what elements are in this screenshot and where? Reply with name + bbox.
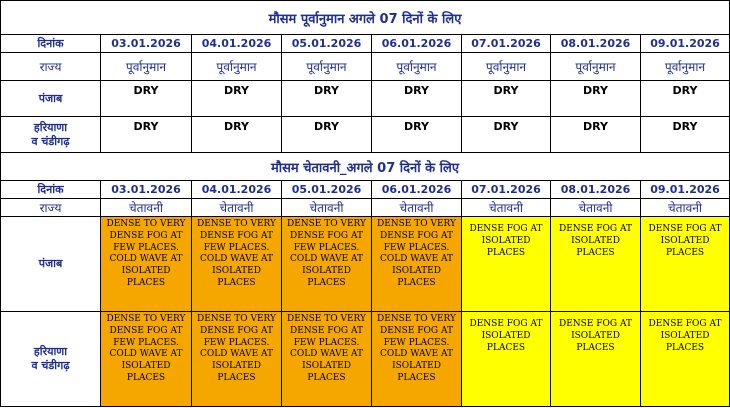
forecast-title-row	[1, 1, 730, 35]
date-cell: 04.01.2026	[192, 181, 282, 199]
warning-column-label: चेतावनी	[372, 199, 462, 217]
forecast-value: DRY	[372, 117, 462, 153]
warning-row	[1, 312, 730, 407]
warning-text-line: DENSE TO VERY	[286, 219, 366, 229]
warning-text-line: DENSE TO VERY	[196, 219, 276, 229]
warning-state-header-row	[1, 199, 730, 217]
forecast-value: DRY	[551, 117, 641, 153]
warning-text-line: DENSE TO VERY	[376, 314, 456, 324]
warning-text-line: DENSE FOG AT	[290, 230, 363, 241]
state-name	[1, 217, 101, 312]
warning-text-line: DENSE TO VERY	[106, 219, 186, 229]
warning-text-line: ISOLATED	[660, 235, 710, 246]
state-name	[1, 81, 101, 117]
date-cell: 06.01.2026	[372, 35, 462, 53]
warning-text-line: DENSE FOG AT	[648, 224, 722, 234]
warning-text-line: COLD WAVE AT	[109, 349, 183, 360]
date-label: दिनांक	[1, 181, 101, 199]
warning-text-line: PLACES	[126, 277, 166, 288]
warning-text-line: PLACES	[486, 342, 526, 353]
date-cell: 06.01.2026	[372, 181, 462, 199]
warning-cell	[192, 217, 282, 312]
warning-text-line: DENSE FOG AT	[469, 319, 543, 329]
date-cell: 05.01.2026	[282, 35, 372, 53]
warning-text-line: COLD WAVE AT	[109, 254, 183, 265]
forecast-value: DRY	[462, 81, 551, 117]
warning-column-label: चेतावनी	[641, 199, 730, 217]
warning-cell	[462, 217, 551, 312]
warning-text-line: COLD WAVE AT	[289, 254, 364, 265]
state-label: राज्य	[1, 53, 101, 81]
date-cell: 04.01.2026	[192, 35, 282, 53]
warning-cell	[551, 217, 641, 312]
warning-title-row	[1, 153, 730, 181]
warning-cell	[641, 217, 730, 312]
state-name-line: व चंडीगढ़	[31, 134, 70, 148]
warning-text-line: DENSE TO VERY	[106, 314, 186, 324]
forecast-value: DRY	[101, 81, 192, 117]
date-cell: 07.01.2026	[462, 35, 551, 53]
warning-cell	[641, 312, 730, 407]
warning-text-line: FEW PLACES.	[293, 242, 360, 253]
warning-text-line: PLACES	[307, 277, 346, 288]
warning-text-line: ISOLATED	[212, 266, 261, 277]
warning-cell	[282, 217, 372, 312]
forecast-column-label: पूर्वानुमान	[551, 53, 641, 81]
warning-text-line: COLD WAVE AT	[379, 349, 454, 360]
warning-text-line: FEW PLACES.	[113, 242, 179, 253]
warning-text-line: DENSE FOG AT	[559, 319, 632, 329]
warning-text-line: ISOLATED	[121, 266, 171, 277]
warning-column-label: चेतावनी	[462, 199, 551, 217]
state-name-line: हरियाणा	[33, 345, 68, 358]
forecast-row	[1, 81, 730, 117]
warning-text-line: PLACES	[217, 372, 256, 383]
warning-text-line: DENSE FOG AT	[559, 224, 632, 234]
forecast-column-label: पूर्वानुमान	[372, 53, 462, 81]
state-name	[1, 312, 101, 407]
warning-cell	[551, 312, 641, 407]
warning-cell	[101, 217, 192, 312]
forecast-title: मौसम पूर्वानुमान अगले 07 दिनों के लिए	[1, 1, 730, 35]
forecast-value: DRY	[192, 117, 282, 153]
warning-text-line: ISOLATED	[571, 330, 620, 341]
date-cell: 08.01.2026	[551, 181, 641, 199]
warning-text-line: PLACES	[307, 372, 346, 383]
warning-text-line: COLD WAVE AT	[379, 254, 454, 265]
warning-text-line: DENSE FOG AT	[200, 325, 273, 336]
warning-text-line: PLACES	[665, 247, 705, 258]
forecast-column-label: पूर्वानुमान	[192, 53, 282, 81]
forecast-date-row	[1, 35, 730, 53]
warning-column-label: चेतावनी	[551, 199, 641, 217]
warning-text-line: PLACES	[126, 372, 166, 383]
warning-date-row	[1, 181, 730, 199]
forecast-value: DRY	[641, 81, 730, 117]
warning-text-line: COLD WAVE AT	[199, 349, 274, 360]
forecast-value: DRY	[101, 117, 192, 153]
warning-text-line: ISOLATED	[571, 235, 620, 246]
warning-text-line: FEW PLACES.	[113, 337, 179, 348]
warning-cell	[282, 312, 372, 407]
warning-cell	[192, 312, 282, 407]
state-label: राज्य	[1, 199, 101, 217]
forecast-state-header-row	[1, 53, 730, 81]
warning-text-line: DENSE FOG AT	[469, 224, 543, 234]
state-name-line: पंजाब	[38, 91, 63, 105]
forecast-column-label: पूर्वानुमान	[641, 53, 730, 81]
warning-text-line: FEW PLACES.	[203, 337, 270, 348]
date-label: दिनांक	[1, 35, 101, 53]
warning-text-line: ISOLATED	[481, 330, 531, 341]
warning-text-line: DENSE TO VERY	[376, 219, 456, 229]
date-cell: 03.01.2026	[101, 35, 192, 53]
forecast-value: DRY	[372, 81, 462, 117]
warning-text-line: DENSE FOG AT	[109, 230, 183, 241]
warning-text-line: FEW PLACES.	[383, 337, 450, 348]
warning-text-line: DENSE FOG AT	[109, 325, 183, 336]
warning-text-line: DENSE FOG AT	[200, 230, 273, 241]
forecast-column-label: पूर्वानुमान	[101, 53, 192, 81]
warning-text-line: PLACES	[665, 342, 705, 353]
warning-text-line: ISOLATED	[212, 361, 261, 372]
warning-text-line: FEW PLACES.	[383, 242, 450, 253]
warning-text-line: PLACES	[397, 277, 436, 288]
warning-row	[1, 217, 730, 312]
warning-text-line: ISOLATED	[302, 266, 351, 277]
warning-cell	[372, 312, 462, 407]
warning-cell	[462, 312, 551, 407]
forecast-row	[1, 117, 730, 153]
state-name-line: पंजाब	[38, 257, 63, 270]
forecast-column-label: पूर्वानुमान	[282, 53, 372, 81]
date-cell: 07.01.2026	[462, 181, 551, 199]
date-cell: 03.01.2026	[101, 181, 192, 199]
forecast-value: DRY	[282, 81, 372, 117]
forecast-value: DRY	[192, 81, 282, 117]
warning-text-line: ISOLATED	[481, 235, 531, 246]
state-name-line: व चंडीगढ़	[31, 359, 70, 372]
warning-cell	[372, 217, 462, 312]
warning-text-line: DENSE FOG AT	[380, 230, 453, 241]
warning-title: मौसम चेतावनी_अगले 07 दिनों के लिए	[1, 153, 730, 181]
warning-text-line: ISOLATED	[302, 361, 351, 372]
warning-text-line: ISOLATED	[392, 266, 441, 277]
forecast-value: DRY	[462, 117, 551, 153]
warning-text-line: COLD WAVE AT	[289, 349, 364, 360]
warning-text-line: ISOLATED	[660, 330, 710, 341]
warning-text-line: ISOLATED	[121, 361, 171, 372]
forecast-column-label: पूर्वानुमान	[462, 53, 551, 81]
warning-text-line: PLACES	[397, 372, 436, 383]
forecast-value: DRY	[551, 81, 641, 117]
warning-text-line: FEW PLACES.	[203, 242, 270, 253]
date-cell: 09.01.2026	[641, 181, 730, 199]
forecast-value: DRY	[282, 117, 372, 153]
state-name	[1, 117, 101, 153]
date-cell: 09.01.2026	[641, 35, 730, 53]
warning-text-line: DENSE FOG AT	[380, 325, 453, 336]
date-cell: 05.01.2026	[282, 181, 372, 199]
date-cell: 08.01.2026	[551, 35, 641, 53]
warning-column-label: चेतावनी	[192, 199, 282, 217]
warning-text-line: ISOLATED	[392, 361, 441, 372]
warning-text-line: DENSE FOG AT	[290, 325, 363, 336]
forecast-value: DRY	[641, 117, 730, 153]
warning-text-line: PLACES	[576, 342, 615, 353]
warning-text-line: COLD WAVE AT	[199, 254, 274, 265]
warning-column-label: चेतावनी	[282, 199, 372, 217]
warning-text-line: FEW PLACES.	[293, 337, 360, 348]
warning-text-line: PLACES	[217, 277, 256, 288]
warning-text-line: DENSE TO VERY	[196, 314, 276, 324]
warning-text-line: PLACES	[576, 247, 615, 258]
warning-text-line: DENSE TO VERY	[286, 314, 366, 324]
state-name-line: हरियाणा	[33, 120, 68, 134]
warning-text-line: PLACES	[486, 247, 526, 258]
warning-cell	[101, 312, 192, 407]
warning-text-line: DENSE FOG AT	[648, 319, 722, 329]
warning-column-label: चेतावनी	[101, 199, 192, 217]
